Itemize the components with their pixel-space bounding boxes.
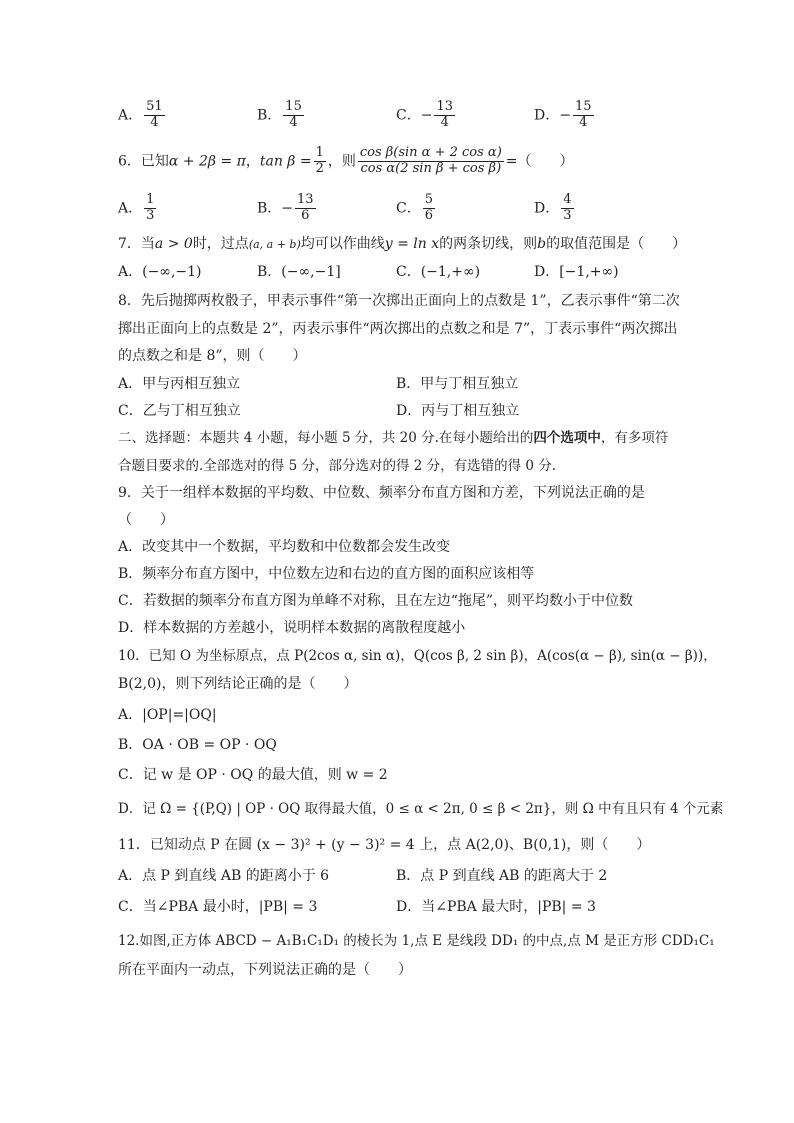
option-label: A． [118, 107, 143, 124]
q5-option-b [257, 100, 306, 131]
denominator: 4 [289, 114, 298, 130]
stem-text: 均可以作曲线 [300, 236, 385, 252]
fraction [144, 193, 156, 224]
q12-stem-line2: 所在平面内一动点，下列说法正确的是（ ） [118, 962, 412, 978]
math-expr: tan β = [259, 153, 312, 170]
q9-stem-line1: 9．关于一组样本数据的平均数、中位数、频率分布直方图和方差，下列说法正确的是 [118, 485, 645, 501]
q7-option-a: A．(−∞,−1) [118, 264, 202, 280]
q7-option-b: B．(−∞,−1] [257, 264, 341, 280]
option-label: A． [118, 200, 143, 217]
q10-stem-line1: 10．已知 O 为坐标原点，点 P(2cos α, sin α)，Q(cos β, 2 sin β)，A(cos(α − β), sin(α − β))， [118, 648, 717, 664]
section-text-bold: 四个选项中 [533, 430, 601, 446]
math-expr: b [537, 236, 547, 252]
section-text: 二、选择题：本题共 4 小题，每小题 5 分，共 20 分.在每小题给出的 [118, 430, 534, 446]
numerator: 1 [146, 192, 155, 207]
q11-option-d: D．当∠PBA 最大时，|PB| = 3 [396, 899, 596, 915]
fraction [434, 100, 455, 131]
numerator: 15 [574, 99, 592, 114]
option-label: D． [534, 200, 560, 217]
q9-option-b: B．频率分布直方图中，中位数左边和右边的直方图的面积应该相等 [118, 566, 535, 582]
fraction [144, 100, 165, 131]
minus-sign: − [559, 107, 571, 124]
numerator: 13 [436, 99, 453, 114]
q8-stem-line3: 的点数之和是 8”，则（ ） [118, 348, 307, 364]
q9-option-c: C．若数据的频率分布直方图为单峰不对称，且在左边“拖尾”，则平均数小于中位数 [118, 593, 634, 609]
denominator: 6 [424, 207, 433, 223]
option-label: B． [257, 107, 282, 124]
numerator: 15 [285, 99, 302, 114]
numerator: 4 [563, 192, 572, 207]
q8-option-a: A．甲与丙相互独立 [118, 376, 241, 392]
math-expr: α + 2β = π [168, 153, 246, 170]
numerator: 13 [297, 192, 314, 207]
q8-option-c: C．乙与丁相互独立 [118, 403, 241, 419]
q6-option-d [534, 193, 576, 224]
q10-stem-line2: B(2,0)，则下列结论正确的是（ ） [118, 676, 358, 692]
minus-sign: − [420, 107, 433, 124]
q11-stem: 11．已知动点 P 在圆 (x − 3)² + (y − 3)² = 4 上，点 A(2,0)、B(0,1)，则（ ） [118, 837, 651, 853]
denominator: cos α(2 sin β + cos β) [360, 160, 502, 176]
math-expr: a > 0 [154, 236, 193, 252]
q11-option-c: C．当∠PBA 最小时，|PB| = 3 [118, 899, 318, 915]
q8-option-d: D．丙与丁相互独立 [396, 403, 520, 419]
denominator: 2 [315, 160, 324, 176]
stem-text: ， [245, 153, 260, 170]
q7-stem [118, 236, 686, 253]
stem-text: 的取值范围是（ ） [546, 236, 687, 252]
q5-option-a [118, 100, 167, 131]
fraction [573, 100, 594, 131]
q9-stem-line2: （ ） [118, 512, 174, 528]
fraction [561, 193, 573, 224]
q5-option-c [396, 100, 457, 131]
q9-option-a: A．改变其中一个数据，平均数和中位数都会发生改变 [118, 539, 451, 555]
stem-text: 7．当 [118, 236, 155, 252]
stem-text: =（ ） [505, 153, 574, 170]
q8-option-b: B．甲与丁相互独立 [396, 376, 519, 392]
section-text: ，有多项符 [600, 430, 669, 446]
fraction [295, 193, 316, 224]
option-label: C． [396, 107, 421, 124]
q11-option-a: A．点 P 到直线 AB 的距离小于 6 [118, 868, 330, 884]
stem-text: ，则 [327, 153, 356, 170]
denominator: 6 [301, 207, 310, 223]
fraction [423, 193, 435, 224]
q8-stem-line1: 8．先后抛掷两枚骰子，甲表示事件“第一次掷出正面向上的点数是 1”，乙表示事件“第二次 [118, 293, 680, 309]
q6-stem [118, 146, 574, 177]
q12-stem-line1: 12.如图,正方体 ABCD − A₁B₁C₁D₁ 的棱长为 1,点 E 是线段 DD₁ 的中点,点 M 是正方形 CDD₁C₁ [118, 933, 715, 949]
q6-option-a [118, 193, 158, 224]
numerator: 5 [424, 192, 433, 207]
q10-option-c: C．记 w 是 OP · OQ 的最大值，则 w = 2 [118, 767, 388, 783]
option-label: D． [534, 107, 560, 124]
q7-option-c: C．(−1,+∞) [396, 264, 481, 280]
q7-option-d: D．[−1,+∞) [534, 264, 619, 280]
q5-option-d [534, 100, 596, 131]
q6-option-b [257, 193, 318, 224]
denominator: 3 [563, 207, 572, 223]
q11-option-b: B．点 P 到直线 AB 的距离大于 2 [396, 868, 608, 884]
denominator: 3 [146, 207, 155, 223]
section-2-header-line1 [118, 430, 668, 446]
q10-option-a: A．|OP|=|OQ| [118, 707, 217, 723]
denominator: 4 [440, 114, 449, 130]
section-2-header-line2: 合题目要求的.全部选对的得 5 分，部分选对的得 2 分，有选错的得 0 分. [118, 458, 557, 474]
numerator: 51 [146, 99, 163, 114]
denominator: 4 [579, 114, 588, 130]
option-label: B． [257, 200, 282, 217]
stem-text: 时，过点 [192, 236, 249, 252]
q6-option-c [396, 193, 437, 224]
fraction [314, 146, 326, 177]
q10-option-d: D．记 Ω = {(P,Q) | OP · OQ 取得最大值，0 ≤ α < 2π, 0 ≤ β < 2π}，则 Ω 中有且只有 4 个元素 [118, 801, 724, 817]
q10-option-b: B．OA · OB = OP · OQ [118, 737, 277, 753]
q9-option-d: D．样本数据的方差越小，说明样本数据的离散程度越小 [118, 620, 466, 636]
q8-stem-line2: 掷出正面向上的点数是 2”，丙表示事件“两次掷出的点数之和是 7”，丁表示事件“两次掷出 [118, 321, 678, 337]
minus-sign: − [281, 200, 294, 217]
denominator: 4 [150, 114, 159, 130]
option-label: C． [396, 200, 421, 217]
fraction [283, 100, 304, 131]
math-expr: (a, a + b) [248, 238, 301, 251]
fraction [358, 146, 504, 177]
stem-text: 6．已知 [118, 153, 169, 170]
numerator: cos β(sin α + 2 cos α) [359, 145, 502, 160]
numerator: 1 [315, 145, 324, 160]
stem-text: 的两条切线，则 [439, 236, 538, 252]
math-expr: y = ln x [384, 236, 440, 252]
